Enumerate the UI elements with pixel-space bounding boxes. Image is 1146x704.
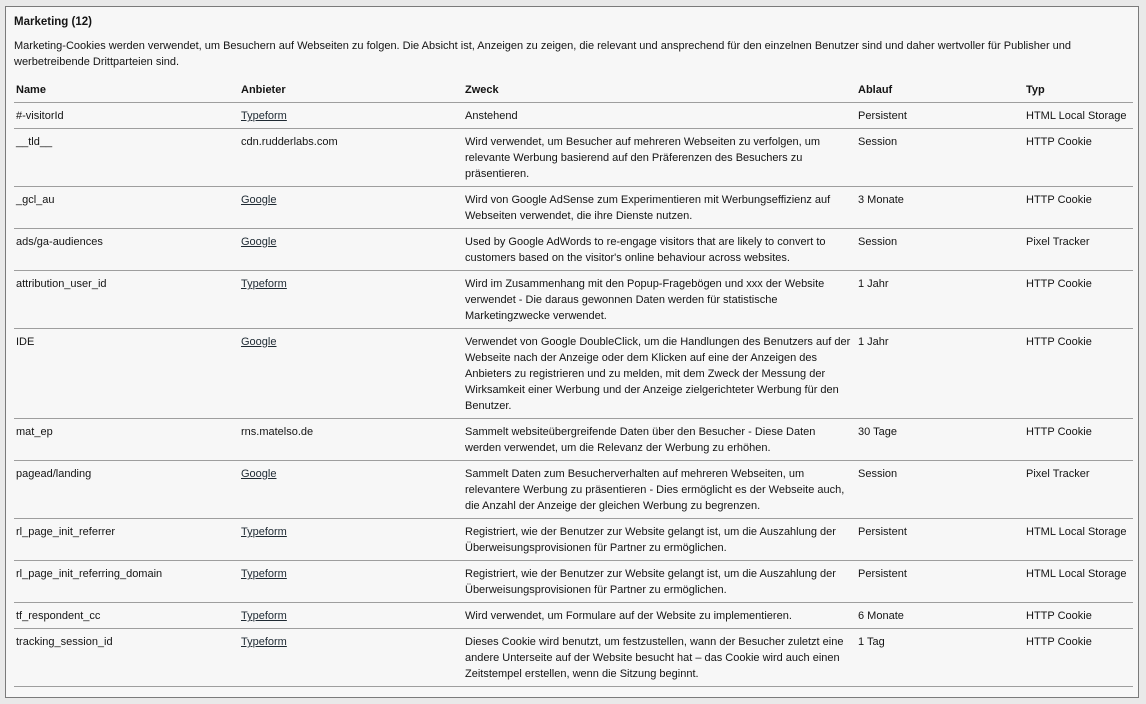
cookie-provider [239, 519, 463, 561]
cookie-purpose: Wird von Google AdSense zum Experimentieren mit Werbungseffizienz auf Webseiten verwendet, die ihre Dienste nutzen. [463, 187, 856, 229]
cookie-name: tracking_session_id [14, 629, 239, 687]
provider-link[interactable]: Typeform [241, 568, 287, 580]
marketing-cookie-panel [5, 6, 1139, 698]
cookie-provider [239, 187, 463, 229]
cookie-expiry: 6 Monate [856, 603, 1024, 629]
cookie-name: mat_ep [14, 419, 239, 461]
table-row [14, 419, 1133, 461]
cookie-name: #-visitorId [14, 103, 239, 129]
cookie-name: ads/ga-audiences [14, 229, 239, 271]
cookie-type: HTTP Cookie [1024, 271, 1133, 329]
cookie-purpose: Wird im Zusammenhang mit den Popup-Fragebögen und xxx der Website verwendet - Die daraus gewonnen Daten werden für statistische Marketingzwecke verwendet. [463, 271, 856, 329]
cookie-type: HTTP Cookie [1024, 329, 1133, 419]
cookie-provider [239, 629, 463, 687]
cookie-table [14, 76, 1133, 687]
column-header-provider: Anbieter [239, 76, 463, 103]
cookie-name: pagead/landing [14, 461, 239, 519]
cookie-type: HTTP Cookie [1024, 129, 1133, 187]
cookie-name: _gcl_au [14, 187, 239, 229]
table-row [14, 629, 1133, 687]
cookie-type: HTTP Cookie [1024, 187, 1133, 229]
table-row [14, 129, 1133, 187]
provider-link[interactable]: Google [241, 236, 277, 248]
column-header-name: Name [14, 76, 239, 103]
table-row [14, 461, 1133, 519]
cookie-expiry: Session [856, 229, 1024, 271]
cookie-name: tf_respondent_cc [14, 603, 239, 629]
table-row [14, 271, 1133, 329]
cookie-expiry: 1 Tag [856, 629, 1024, 687]
cookie-type: HTML Local Storage [1024, 519, 1133, 561]
cookie-expiry: 1 Jahr [856, 271, 1024, 329]
table-row [14, 603, 1133, 629]
cookie-purpose: Wird verwendet, um Formulare auf der Website zu implementieren. [463, 603, 856, 629]
cookie-provider [239, 561, 463, 603]
provider-link[interactable]: Typeform [241, 610, 287, 622]
cookie-provider: rns.matelso.de [239, 419, 463, 461]
cookie-type: Pixel Tracker [1024, 461, 1133, 519]
cookie-expiry: Persistent [856, 561, 1024, 603]
cookie-type: Pixel Tracker [1024, 229, 1133, 271]
cookie-provider [239, 271, 463, 329]
table-row [14, 519, 1133, 561]
cookie-purpose: Verwendet von Google DoubleClick, um die Handlungen des Benutzers auf der Webseite nach der Anzeige oder dem Klicken auf eine der Anzeigen des Anbieters zu registrieren und zu melden, mit dem Zweck der Messung der Wirksamkeit einer Werbung und der Anzeige zielgerichteter Werbung für den Benutzer. [463, 329, 856, 419]
cookie-provider [239, 103, 463, 129]
cookie-provider [239, 329, 463, 419]
cookie-type: HTTP Cookie [1024, 419, 1133, 461]
table-row [14, 103, 1133, 129]
cookie-name: rl_page_init_referring_domain [14, 561, 239, 603]
table-body [14, 103, 1133, 687]
cookie-type: HTTP Cookie [1024, 629, 1133, 687]
cookie-expiry: Persistent [856, 519, 1024, 561]
cookie-provider: cdn.rudderlabs.com [239, 129, 463, 187]
cookie-purpose: Sammelt Daten zum Besucherverhalten auf mehreren Webseiten, um relevantere Werbung zu präsentieren - Dies ermöglicht es der Webseite auch, die Anzahl der Anzeige der gleichen Werbung zu begrenzen. [463, 461, 856, 519]
cookie-expiry: Session [856, 129, 1024, 187]
column-header-type: Typ [1024, 76, 1133, 103]
cookie-name: attribution_user_id [14, 271, 239, 329]
column-header-expiry: Ablauf [856, 76, 1024, 103]
provider-link[interactable]: Google [241, 336, 277, 348]
provider-link[interactable]: Typeform [241, 110, 287, 122]
section-title: Marketing (12) [14, 16, 92, 28]
cookie-provider [239, 461, 463, 519]
cookie-purpose: Registriert, wie der Benutzer zur Website gelangt ist, um die Auszahlung der Überweisungsprovisionen für Partner zu ermöglichen. [463, 561, 856, 603]
cookie-expiry: Persistent [856, 103, 1024, 129]
cookie-purpose: Dieses Cookie wird benutzt, um festzustellen, wann der Besucher zuletzt eine andere Unterseite auf der Website besucht hat – das Cookie wird auch einen Zeitstempel erstellen, wenn die Sitzung beginnt. [463, 629, 856, 687]
cookie-purpose: Used by Google AdWords to re-engage visitors that are likely to convert to customers based on the visitor's online behaviour across websites. [463, 229, 856, 271]
cookie-expiry: 1 Jahr [856, 329, 1024, 419]
table-row [14, 329, 1133, 419]
provider-link[interactable]: Typeform [241, 636, 287, 648]
cookie-purpose: Sammelt websiteübergreifende Daten über den Besucher - Diese Daten werden verwendet, um die Relevanz der Werbung zu erhöhen. [463, 419, 856, 461]
table-header-row [14, 76, 1133, 103]
cookie-name: __tld__ [14, 129, 239, 187]
cookie-type: HTTP Cookie [1024, 603, 1133, 629]
cookie-expiry: 30 Tage [856, 419, 1024, 461]
table-row [14, 561, 1133, 603]
table-row [14, 229, 1133, 271]
provider-link[interactable]: Typeform [241, 278, 287, 290]
cookie-provider [239, 229, 463, 271]
provider-link[interactable]: Google [241, 194, 277, 206]
table-row [14, 187, 1133, 229]
cookie-name: rl_page_init_referrer [14, 519, 239, 561]
provider-link[interactable]: Typeform [241, 526, 287, 538]
cookie-name: IDE [14, 329, 239, 419]
column-header-purpose: Zweck [463, 76, 856, 103]
provider-link[interactable]: Google [241, 468, 277, 480]
cookie-type: HTML Local Storage [1024, 561, 1133, 603]
cookie-expiry: Session [856, 461, 1024, 519]
cookie-type: HTML Local Storage [1024, 103, 1133, 129]
section-description: Marketing-Cookies werden verwendet, um Besuchern auf Webseiten zu folgen. Die Absicht ist, Anzeigen zu zeigen, die relevant und ansprechend für den einzelnen Benutzer sind und daher wertvoller für Publisher und werbetreibende Drittparteien sind. [14, 40, 1072, 68]
cookie-purpose: Registriert, wie der Benutzer zur Website gelangt ist, um die Auszahlung der Überweisungsprovisionen für Partner zu ermöglichen. [463, 519, 856, 561]
cookie-expiry: 3 Monate [856, 187, 1024, 229]
cookie-purpose: Wird verwendet, um Besucher auf mehreren Webseiten zu verfolgen, um relevante Werbung basierend auf den Präferenzen des Besuchers zu präsentieren. [463, 129, 856, 187]
cookie-provider [239, 603, 463, 629]
cookie-purpose: Anstehend [463, 103, 856, 129]
